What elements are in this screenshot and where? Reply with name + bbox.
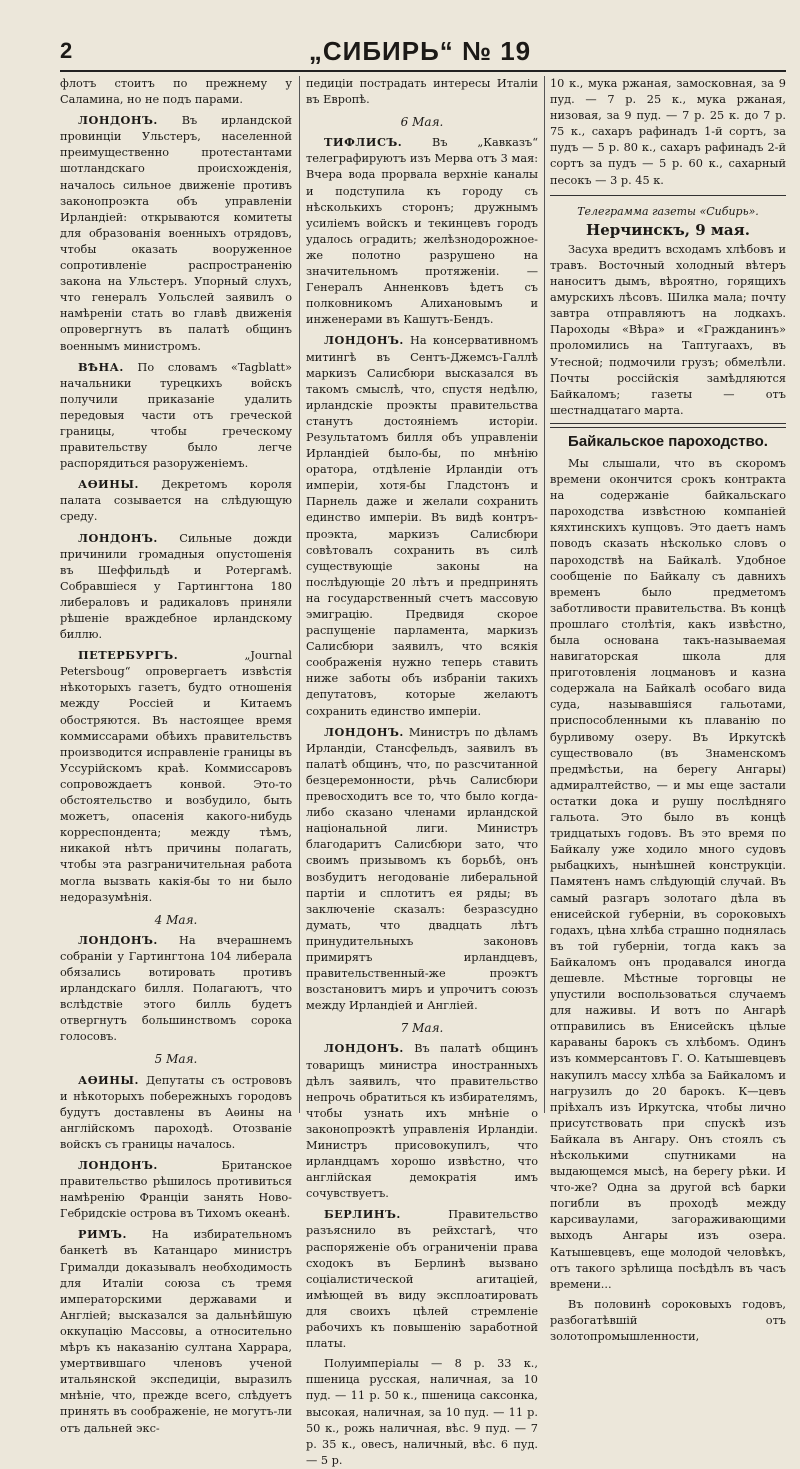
date-heading: 7 Мая. <box>400 1021 444 1036</box>
article-paragraph <box>306 134 538 328</box>
dateline-city: ЛОНДОНЪ. <box>78 113 158 128</box>
dateline-city: ПЕТЕРБУРГЪ. <box>78 648 179 663</box>
article-paragraph <box>550 456 786 1293</box>
article-title: Байкальское пароходство. <box>568 432 768 450</box>
article-paragraph <box>60 1072 292 1153</box>
article-paragraph <box>550 1297 786 1345</box>
paragraph-text: По словамъ «Tagblatt» начальники турецкихъ войскъ получили приказаніе удалить передовыя части отъ греческой границы, чтобы греческому правительству было легче распорядиться разоруженіемъ. <box>60 360 292 471</box>
paragraph-text: Въ половинѣ сороковыхъ годовъ, разбогатѣвшій отъ золотопромышленности, <box>550 1297 786 1344</box>
header-rule <box>60 70 786 72</box>
paragraph-text: Британское правительство рѣшилось противиться намѣренію Франціи занять Ново-Гебридскіе острова въ Тихомъ океанѣ. <box>60 1159 292 1221</box>
article-paragraph <box>60 530 292 644</box>
column-divider <box>299 76 300 1113</box>
columns <box>60 76 786 1467</box>
page-number: 2 <box>60 38 73 63</box>
dateline-city: ВѢНА. <box>78 359 124 374</box>
section-rule <box>550 427 786 428</box>
paragraph-text: На консервативномъ митингѣ въ Сентъ-Джемсъ-Галлѣ маркизъ Салисбюри высказался въ такомъ смыслѣ, что, спустя недѣлю, ирландскіе проэкты правительства станутъ достояніемъ исторіи. Результатомъ билля объ управленіи Ирландіей было-бы, по мнѣнію оратора, отдѣленіе Ирландіи отъ имперіи, хотя-бы Гладстонъ и Парнель даже и желали сохранить единство имперіи. Въ видѣ контръ-проэкта, маркизъ Салисбюри совѣтовалъ сохранить въ силѣ существующіе законы на послѣдующіе 20 лѣтъ и предпринять на государственный счетъ массовую эмиграцію. Предвидя скорое распущеніе парламента, маркизъ Салисбюри заявилъ, что всякія соображенія нужно теперь ставить ниже заботы объ избраніи такихъ депутатовъ, которые желаютъ сохранить единство имперіи. <box>306 334 539 718</box>
section-rule <box>550 195 786 196</box>
paragraph-text: Декретомъ короля палата созывается на слѣдующую среду. <box>60 478 292 524</box>
date-heading: 5 Мая. <box>154 1052 198 1067</box>
paragraph-text: Мы слышали, что въ скоромъ времени окончится срокъ контракта на содержаніе байкальскаго пароходства извѣстною компаніей кяхтинскихъ купцовъ. Это даетъ намъ поводъ сказать нѣсколько словъ о пароходствѣ на Байкалѣ. Удобное сообщеніе по Байкалу съ давнихъ временъ было предметомъ заботливости правительства. Въ концѣ прошлаго столѣтія, какъ извѣстно, была основана такъ-называемая навигаторская школа для приготовленія лоцмановъ и казна содержала на Байкалѣ особаго вида суда, называвшіяся гальотами, приспособленными къ плаванію по бурливому озеру. Въ Иркутскѣ существовало (въ Знаменскомъ предмѣстьи, на берегу Ангары) адмиралтейство, — и мы еще застали остатки дока и рушу послѣдняго гальота. Это было въ концѣ тридцатыхъ годовъ. Въ это время по Байкалу уже ходило много судовъ рыбацкихъ, нынѣшней конструкціи. Памятенъ намъ слѣдующій случай. Въ самый разгаръ золотаго дѣла въ енисейской губерніи, въ сороковыхъ годахъ, цѣна хлѣба страшно поднялась въ той губерніи, тогда какъ за Байкаломъ онъ продавался иногда дешевле. Мѣстные торговцы не упустили воспользоваться случаемъ для наживы. И вотъ по Ангарѣ отправились въ Енисейскъ цѣлые караваны барокъ съ хлѣбомъ. Одинъ изъ коммерсантовъ Г. О. Катышевцевъ накупилъ массу хлѣба за Байкаломъ и нагрузилъ до 20 барокъ. К—цевъ пріѣхалъ изъ Иркутска, чтобы лично присутствовать при спускѣ изъ Байкала въ Ангару. Онъ стоялъ съ нѣсколькими спутниками на выдающемся мысѣ, на берегу рѣки. И что-же? Одна за другой всѣ барки погибли въ проходѣ между карсиваулами, загораживающими выходъ Ангары изъ озера. Катышевцевъ, еще молодой человѣкъ, отъ такого зрѣлища посѣдѣлъ въ часъ времени... <box>550 456 786 1291</box>
paragraph-text: Депутаты съ острововъ и нѣкоторыхъ побережныхъ городовъ будутъ доставлены въ Аѳины на англійскомъ пароходѣ. Отозваніе войскъ съ границы началось. <box>60 1073 292 1151</box>
article-paragraph <box>60 76 292 108</box>
column-1 <box>60 76 292 1435</box>
section-rule <box>550 423 786 424</box>
paragraph-text: Министръ по дѣламъ Ирландіи, Стансфельдъ, заявилъ въ палатѣ общинъ, что, по разсчитанной безцеремонности, рѣчь Салисбюри превосходитъ все то, что было когда-либо сказано членами ирландской національной лиги. Министръ благодаритъ Салисбюри зато, что своимъ призывомъ къ борьбѣ, онъ возбудитъ негодованіе либеральной партіи и сплотитъ ея ряды; въ заключеніе сказалъ: безразсудно думать, что двадцать лѣтъ принудительныхъ законовъ примирятъ ирландцевъ, правительственный-же проэктъ возстановитъ миръ и упрочитъ союзъ между Ирландіей и Англіей. <box>306 725 538 1013</box>
paragraph-text: Сильные дожди причинили громадныя опустошенія въ Шеффильдѣ и Ротергамѣ. Собравшiеся у Гартингтона 180 либераловъ и радикаловъ приняли рѣшеніе враждебное ирландскому биллю. <box>60 531 292 642</box>
paragraph-text: „Journal Petersboug“ опровергаетъ извѣстія нѣкоторыхъ газетъ, будто отношенія между Россiей и Китаемъ обостряются. Въ настоящее время коммиссарами обѣихъ правительствъ производится исправленіе границы въ Уссурійскомъ краѣ. Коммиссаровъ сопровождаетъ конвой. Это-то обстоятельство и возбудило, быть можетъ, опасенія какого-нибудь корреспондента; между тѣмъ, никакой нѣтъ причины полагать, чтобы эта разграничительная работа могла вызвать какiя-бы то ни было недоразумѣнія. <box>60 649 292 904</box>
column-divider <box>544 76 545 1113</box>
paragraph-text: Въ „Кавказъ“ телеграфируютъ изъ Мерва отъ 3 мая: Вчера вода прорвала верхніе каналы и подступила къ городу съ нѣсколькихъ сторонъ; дружнымъ усиліемъ войскъ и текинцевъ городъ удалось оградить; желѣзнодорожное-же полотно разрушено на значительномъ протяженіи. — Генералъ Анненковъ ѣдетъ съ полковникомъ Алихановымъ и инженерами въ Кашутъ-Бендъ. <box>306 136 538 327</box>
paragraph-text: флотъ стоитъ по прежнему у Саламина, но не подъ парами. <box>60 77 292 107</box>
article-paragraph <box>60 112 292 354</box>
article-paragraph <box>60 359 292 473</box>
dateline-city: ЛОНДОНЪ. <box>78 530 158 545</box>
article-paragraph <box>550 242 786 419</box>
paragraph-text: Въ палатѣ общинъ товарищъ министра иностранныхъ дѣлъ заявилъ, что правительство непрочь обратиться къ избирателямъ, чтобы узнать ихъ мнѣніе о законопроэктѣ управленія Ирландіи. Министръ присовокупилъ, что ирландцамъ хорошо извѣстно, что англійская демократія имъ сочувствуетъ. <box>306 1042 539 1201</box>
paragraph-text: Правительство разъяснило въ рейхстагѣ, что распоряженіе объ ограниченіи права сходокъ въ Берлинѣ вызвано соціалистической агитаціей, имѣющей въ виду эксплоатировать для своихъ цѣлей стремленіе рабочихъ къ повышенію заработной платы. <box>306 1208 538 1351</box>
dateline-city: АѲИНЫ. <box>78 477 139 492</box>
dateline-city: БЕРЛИНЪ. <box>324 1207 401 1222</box>
paragraph-text: На вчерашнемъ собраніи у Гартингтона 104 либерала обязались вотировать противъ ирландскаго билля. Полагаютъ, что вслѣдствіе этого билль будетъ отвергнутъ большинствомъ сорока голосовъ. <box>60 933 292 1044</box>
newspaper-title: „СИБИРЬ“ № 19 <box>308 35 532 66</box>
article-paragraph <box>306 724 538 1015</box>
article-paragraph <box>550 76 786 189</box>
article-paragraph <box>306 1206 538 1352</box>
article-paragraph <box>306 1040 538 1202</box>
paragraph-text: На избирательномъ банкетѣ въ Катанцаро министръ Грималди доказывалъ необходимость для Италіи союза съ тремя императорскими державами и Англіей; высказался за дальнѣйшую оккупацію Массовы, а относительно мѣръ къ наказанію султана Харрара, умертвившаго членовъ ученой итальянской экспедиціи, выразилъ мнѣніе, что, прежде всего, слѣдуетъ принять въ соображеніе, не могутъ-ли отъ дальней экс- <box>60 1228 292 1435</box>
date-heading: 4 Мая. <box>154 912 198 927</box>
dateline-city: ЛОНДОНЪ. <box>324 1041 404 1056</box>
date-heading: 6 Мая. <box>400 115 444 130</box>
telegram-dateline: Нерчинскъ, 9 мая. <box>586 220 750 239</box>
paragraph-text: Полуимперіалы — 8 р. 33 к., пшеница русская, наличная, за 10 пуд. — 11 р. 50 к., пшеница саксонка, высокая, наличная, за 10 пуд. — 11 р. 50 к., рожь наличная, вѣс. 9 пуд. — 7 р. 35 к., овесъ, наличный, вѣс. 6 пуд. — 5 р. <box>306 1357 538 1467</box>
article-paragraph <box>60 647 292 906</box>
dateline-city: АѲИНЫ. <box>78 1072 139 1087</box>
dateline-city: ЛОНДОНЪ. <box>324 333 404 348</box>
article-paragraph <box>60 1157 292 1222</box>
article-paragraph <box>306 1356 538 1469</box>
article-paragraph <box>306 76 538 108</box>
page-header <box>60 34 780 68</box>
article-paragraph <box>306 332 538 719</box>
article-paragraph <box>60 1226 292 1436</box>
dateline-city: ТИФЛИСЪ. <box>324 135 403 150</box>
paragraph-text: Въ ирландской провинціи Ульстеръ, населенной преимущественно протестантами шотландскаго происхожденія, началось сильное движеніе противъ законопроэкта объ управленіи Ирландіей: открываются комитеты для образованія военныхъ отрядовъ, чтобы оказать вооруженное сопротивленіе распространенію закона на Ульстеръ. Упорный слухъ, что генералъ Уольслей заявилъ о намѣреніи стать во главѣ движенія опровергнутъ въ палатѣ общинъ военнымъ министромъ. <box>60 114 292 353</box>
paragraph-text: педиціи пострадать интересы Италіи въ Европѣ. <box>306 77 538 107</box>
dateline-city: ЛОНДОНЪ. <box>78 932 158 947</box>
dateline-city: ЛОНДОНЪ. <box>324 724 404 739</box>
column-2 <box>306 76 539 1467</box>
article-paragraph <box>60 476 292 525</box>
paragraph-text: 10 к., мука ржаная, замосковная, за 9 пуд. — 7 р. 25 к., мука ржаная, низовая, за 9 пуд. — 7 р. 25 к. до 7 р. 75 к., сахаръ рафинадъ 1-й сортъ, за пудъ — 5 р. 80 к., сахаръ рафинадъ 2-й сортъ за пудъ — 5 р. 60 к., сахарный песокъ — 3 р. 45 к. <box>550 77 786 187</box>
dateline-city: ЛОНДОНЪ. <box>78 1158 158 1172</box>
column-3 <box>550 76 786 1344</box>
telegram-heading: Телеграмма газеты «Сибирь». <box>577 204 759 218</box>
dateline-city: РИМЪ. <box>78 1227 127 1242</box>
paragraph-text: Засуха вредитъ всходамъ хлѣбовъ и травъ. Восточный холодный вѣтеръ наноситъ дымъ, вѣроятно, горящихъ амурскихъ лѣсовъ. Шилка мала; почту завтра отправляютъ на лодкахъ. Пароходы «Вѣра» и «Гражданинъ» проломились на Таптугаахъ, въ Утесной; подмочили грузъ; обмелѣли. Почты россійскія замѣдляются Байкаломъ; газеты — отъ шестнадцатаго марта. <box>550 242 786 417</box>
article-paragraph <box>60 932 292 1046</box>
